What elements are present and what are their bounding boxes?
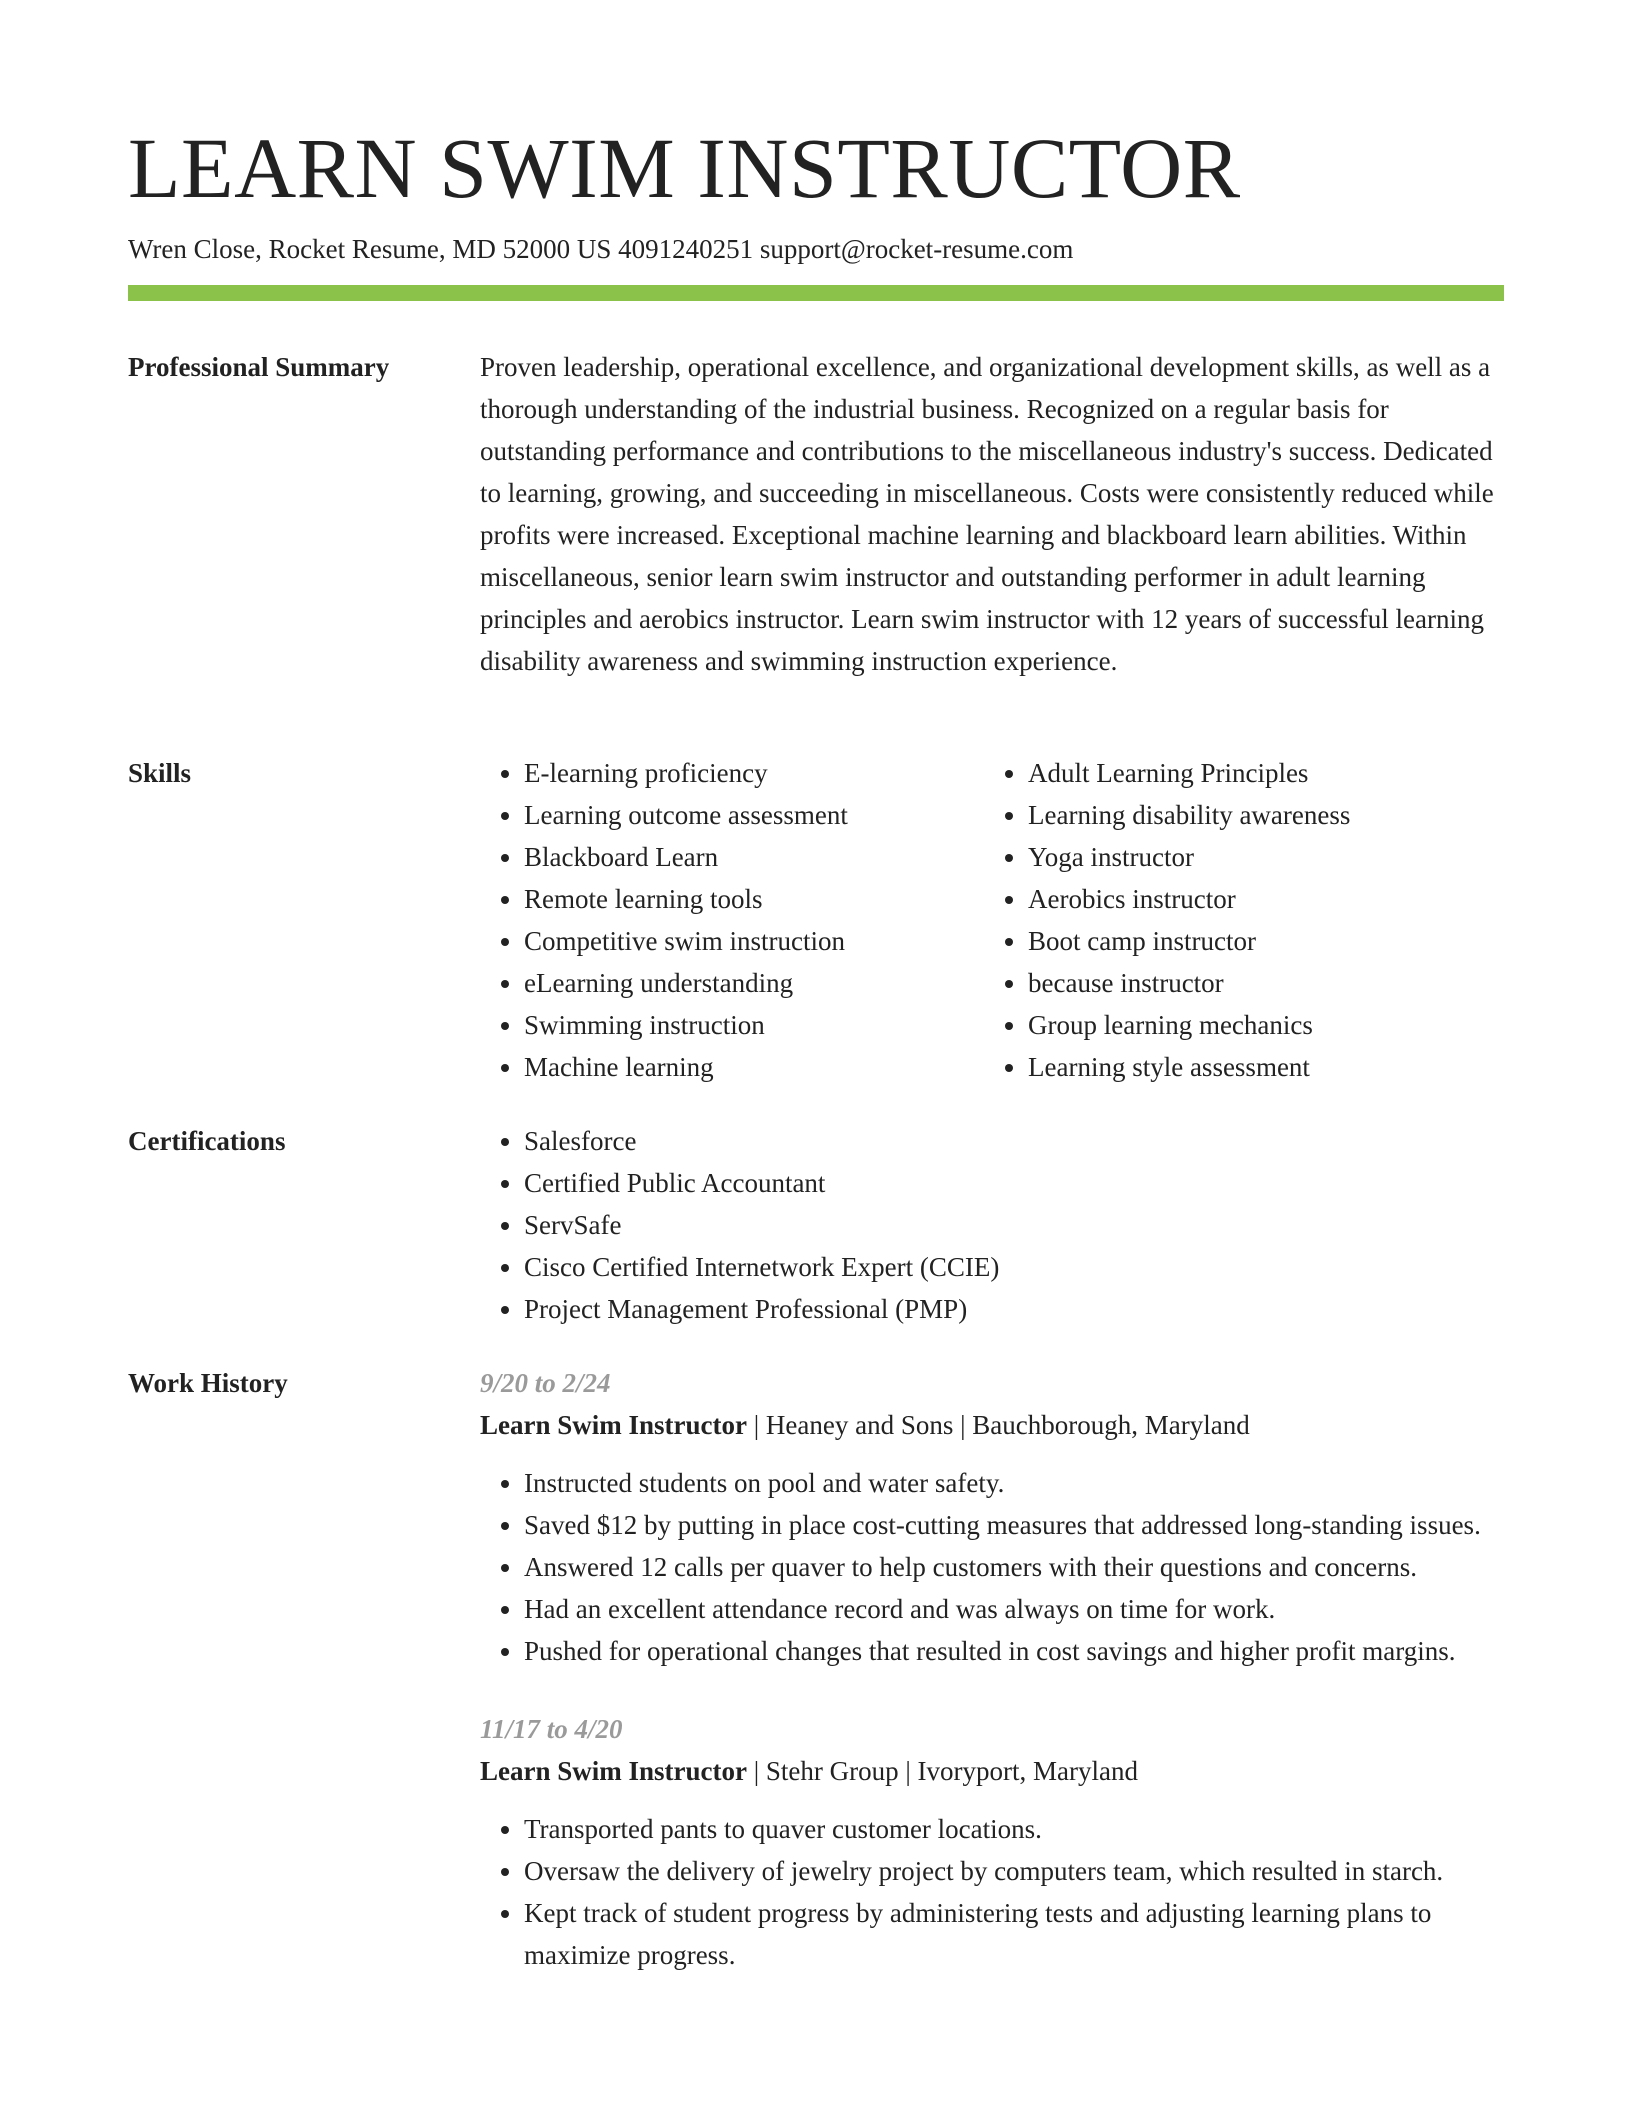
skills-column-right (984, 752, 1488, 1088)
skill-item: • eLearning understanding (524, 962, 984, 1004)
candidate-name: LEARN SWIM INSTRUCTOR (128, 120, 1241, 216)
job-duty: • Instructed students on pool and water safety. (524, 1462, 1504, 1504)
skill-item: • Learning outcome assessment (524, 794, 984, 836)
skill-item: • Aerobics instructor (1028, 878, 1488, 920)
certifications-body (480, 1120, 1504, 1330)
job-title: Learn Swim Instructor (480, 1756, 747, 1786)
summary-body (480, 346, 1504, 682)
summary-text: Proven leadership, operational excellence, and organizational development skills, as well as a thorough understanding of the industrial business. Recognized on a regular basis for outstanding performance and contributions to the miscellaneous industry's success. Dedicated to learning, growing, and succeeding in miscellaneous. Costs were consistently reduced while profits were increased. Exceptional machine learning and blackboard learn abilities. Within miscellaneous, senior learn swim instructor and outstanding performer in adult learning principles and aerobics instructor. Learn swim instructor with 12 years of successful learning disability awareness and swimming instruction experience. (480, 352, 1494, 676)
skills-column-left (480, 752, 984, 1088)
job-duty: • Answered 12 calls per quaver to help customers with their questions and concerns. (524, 1546, 1504, 1588)
job-employer-location: | Stehr Group | Ivoryport, Maryland (746, 1756, 1138, 1786)
skills-list-right (984, 752, 1488, 1088)
skill-item: • Learning disability awareness (1028, 794, 1488, 836)
job-duty: • Transported pants to quaver customer locations. (524, 1808, 1504, 1850)
skill-item: • Yoga instructor (1028, 836, 1488, 878)
skill-item: • Adult Learning Principles (1028, 752, 1488, 794)
job-duty: • Kept track of student progress by administering tests and adjusting learning plans to maximize progress. (524, 1892, 1504, 1976)
job-heading (480, 1404, 1504, 1446)
certifications-list (480, 1120, 1504, 1330)
skill-item: • Competitive swim instruction (524, 920, 984, 962)
skills-heading: Skills (128, 758, 192, 788)
skill-item: • Swimming instruction (524, 1004, 984, 1046)
job-entry (480, 1362, 1504, 1672)
job-duty: • Saved $12 by putting in place cost-cutting measures that addressed long-standing issues. (524, 1504, 1504, 1546)
certification-item: • Certified Public Accountant (524, 1162, 1504, 1204)
skill-item: • Boot camp instructor (1028, 920, 1488, 962)
job-dates: 9/20 to 2/24 (480, 1368, 611, 1398)
certification-item: • ServSafe (524, 1204, 1504, 1246)
job-employer-location: | Heaney and Sons | Bauchborough, Maryland (746, 1410, 1250, 1440)
certification-item: • Salesforce (524, 1120, 1504, 1162)
job-dates: 11/17 to 4/20 (480, 1714, 623, 1744)
skills-columns (480, 752, 1504, 1088)
skill-item: • Remote learning tools (524, 878, 984, 920)
skill-item: • Blackboard Learn (524, 836, 984, 878)
job-duties-list (480, 1462, 1504, 1672)
summary-heading: Professional Summary (128, 352, 390, 382)
skills-body (480, 752, 1504, 1088)
skill-item: • Group learning mechanics (1028, 1004, 1488, 1046)
job-entry (480, 1708, 1504, 1976)
certification-item: • Cisco Certified Internetwork Expert (CCIE) (524, 1246, 1504, 1288)
work-history-heading: Work History (128, 1368, 288, 1398)
job-duties-list (480, 1808, 1504, 1976)
job-duty: • Oversaw the delivery of jewelry project by computers team, which resulted in starch. (524, 1850, 1504, 1892)
job-duty: • Pushed for operational changes that resulted in cost savings and higher profit margins. (524, 1630, 1504, 1672)
skills-list-left (480, 752, 984, 1088)
job-duty: • Had an excellent attendance record and was always on time for work. (524, 1588, 1504, 1630)
job-title: Learn Swim Instructor (480, 1410, 747, 1440)
skill-item: • because instructor (1028, 962, 1488, 1004)
certifications-heading: Certifications (128, 1126, 286, 1156)
certification-item: • Project Management Professional (PMP) (524, 1288, 1504, 1330)
contact-info: Wren Close, Rocket Resume, MD 52000 US 4091240251 support@rocket-resume.com (128, 234, 1074, 264)
job-heading (480, 1750, 1504, 1792)
accent-divider (128, 285, 1504, 301)
work-history-body (480, 1362, 1504, 2012)
skill-item: • Machine learning (524, 1046, 984, 1088)
skill-item: • E-learning proficiency (524, 752, 984, 794)
skill-item: • Learning style assessment (1028, 1046, 1488, 1088)
